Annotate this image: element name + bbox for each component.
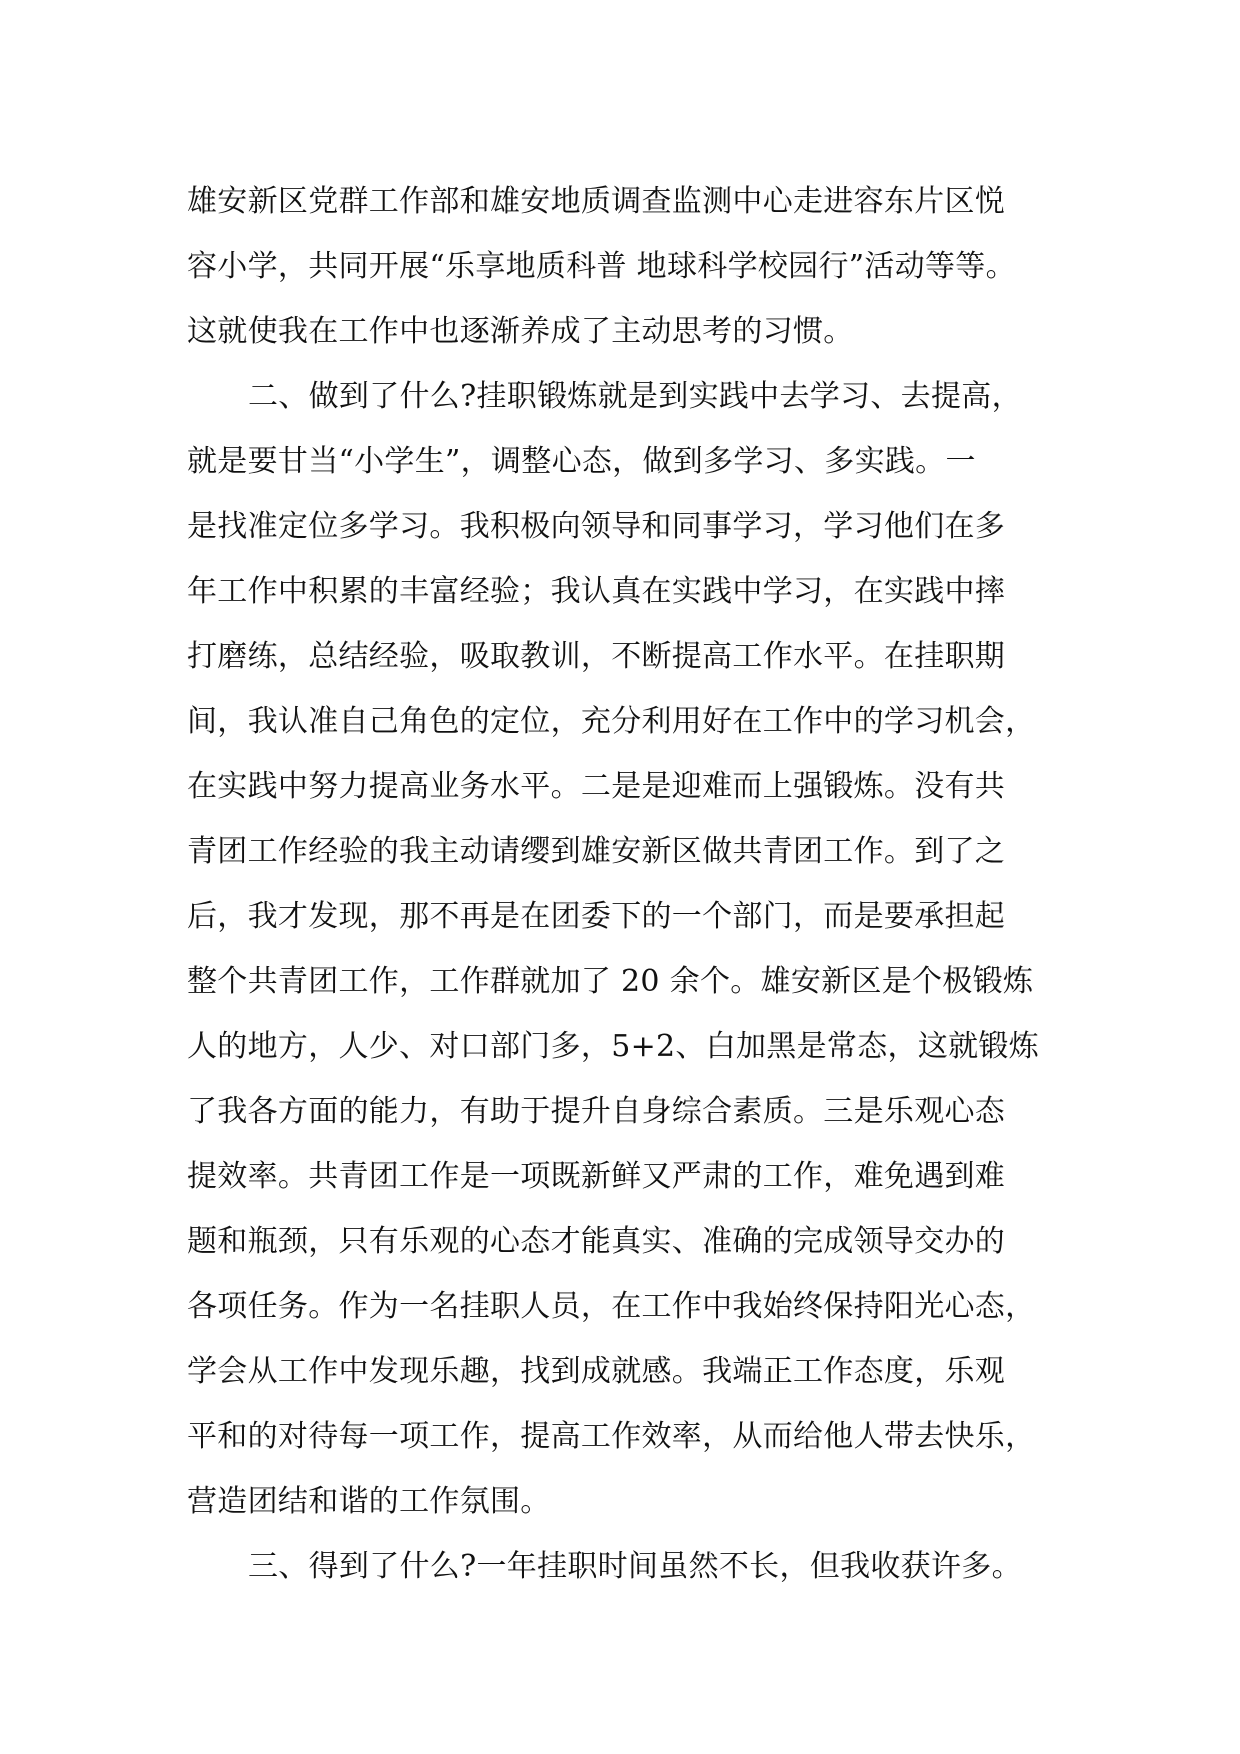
text-line: 各项任务。作为一名挂职人员，在工作中我始终保持阳光心态， xyxy=(187,1289,1036,1324)
text-line: 打磨练，总结经验，吸取教训，不断提高工作水平。在挂职期 xyxy=(187,639,1006,674)
text-line: 间，我认准自己角色的定位，充分利用好在工作中的学习机会， xyxy=(187,704,1036,739)
text-line: 了我各方面的能力，有助于提升自身综合素质。三是乐观心态 xyxy=(187,1094,1006,1129)
text-line: 提效率。共青团工作是一项既新鲜又严肃的工作，难免遇到难 xyxy=(187,1159,1006,1194)
text-line: 年工作中积累的丰富经验；我认真在实践中学习，在实践中摔 xyxy=(187,574,1006,609)
text-line: 后，我才发现，那不再是在团委下的一个部门，而是要承担起 xyxy=(187,899,1006,934)
text-line: 青团工作经验的我主动请缨到雄安新区做共青团工作。到了之 xyxy=(187,834,1006,869)
text-line: 是找准定位多学习。我积极向领导和同事学习，学习他们在多 xyxy=(187,509,1006,544)
text-line: 题和瓶颈，只有乐观的心态才能真实、准确的完成领导交办的 xyxy=(187,1224,1006,1259)
paragraph-start-line: 二、做到了什么?挂职锻炼就是到实践中去学习、去提高， xyxy=(248,379,1022,414)
text-line: 平和的对待每一项工作，提高工作效率，从而给他人带去快乐， xyxy=(187,1419,1036,1454)
text-line: 学会从工作中发现乐趣，找到成就感。我端正工作态度，乐观 xyxy=(187,1354,1006,1389)
body-text xyxy=(187,176,1092,1606)
paragraph-start-line: 三、得到了什么?一年挂职时间虽然不长，但我收获许多。 xyxy=(248,1549,1022,1584)
text-line: 在实践中努力提高业务水平。二是是迎难而上强锻炼。没有共 xyxy=(187,769,1006,804)
text-line: 人的地方，人少、对口部门多，5+2、白加黑是常态，这就锻炼 xyxy=(187,1029,1040,1064)
text-line: 营造团结和谐的工作氛围。 xyxy=(187,1484,551,1519)
text-line: 容小学，共同开展“乐享地质科普 地球科学校园行”活动等等。 xyxy=(187,249,1016,284)
text-line: 这就使我在工作中也逐渐养成了主动思考的习惯。 xyxy=(187,314,854,349)
text-line: 整个共青团工作，工作群就加了 20 余个。雄安新区是个极锻炼 xyxy=(187,964,1034,999)
text-line: 就是要甘当“小学生”，调整心态，做到多学习、多实践。一 xyxy=(187,444,976,479)
text-line: 雄安新区党群工作部和雄安地质调查监测中心走进容东片区悦 xyxy=(187,184,1006,219)
